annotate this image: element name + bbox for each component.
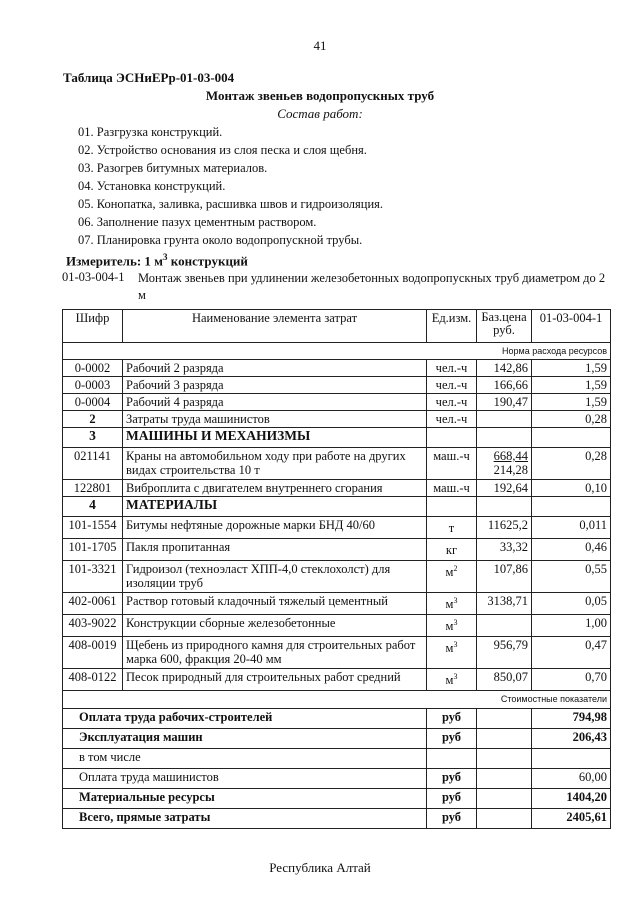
row-unit: чел.-ч	[427, 394, 477, 411]
price-value-secondary: 214,28	[493, 463, 528, 477]
row-norm: 0,70	[532, 669, 611, 691]
meter-line	[66, 252, 248, 269]
row-name: Щебень из природного камня для строительных работ марка 600, фракция 20-40 мм	[123, 637, 427, 669]
summary-row	[63, 809, 611, 829]
row-unit: чел.-ч	[427, 377, 477, 394]
footer: Республика Алтай	[269, 860, 371, 875]
unit-text: т	[448, 521, 455, 536]
summary-row	[63, 789, 611, 809]
cost-caption: Стоимостные показатели	[63, 691, 611, 709]
row-norm: 1,59	[532, 360, 611, 377]
work-item: 01. Разгрузка конструкций.	[78, 125, 223, 139]
header-norm-code: 01-03-004-1	[532, 310, 611, 343]
row-code: 101-1554	[63, 517, 123, 539]
row-name: Гидроизол (техноэласт ХПП-4,0 стеклохолст) для изоляции труб	[123, 561, 427, 593]
empty-cell	[532, 428, 611, 448]
table-row	[63, 360, 611, 377]
unit-exponent: 3	[453, 596, 458, 605]
row-code: 402-0061	[63, 593, 123, 615]
item-description: Монтаж звеньев при удлинении железобетонных водопропускных труб диаметром до 2 м	[138, 271, 606, 302]
summary-value: 60,00	[532, 769, 611, 789]
row-norm: 0,47	[532, 637, 611, 669]
table-row	[63, 637, 611, 669]
row-unit	[427, 593, 477, 615]
table-row	[63, 539, 611, 561]
cost-caption-row	[63, 691, 611, 709]
empty-cell	[477, 709, 532, 729]
summary-name: Оплата труда машинистов	[63, 769, 427, 789]
meter-prefix: Измеритель: 1 м	[66, 253, 164, 269]
row-price: 956,79	[477, 637, 532, 669]
row-norm: 0,28	[532, 448, 611, 480]
summary-name: в том числе	[63, 749, 427, 769]
table-row	[63, 448, 611, 480]
row-price: 107,86	[477, 561, 532, 593]
table-row	[63, 480, 611, 497]
summary-unit: руб	[427, 769, 477, 789]
section-row	[63, 497, 611, 517]
norm-caption: Норма расхода ресурсов	[63, 343, 611, 360]
table-title: Таблица ЭСНиЕРр-01-03-004	[63, 70, 235, 85]
row-price: 142,86	[477, 360, 532, 377]
row-name: Битумы нефтяные дорожные марки БНД 40/60	[123, 517, 427, 539]
header-price: Баз.цена руб.	[477, 310, 532, 343]
row-unit	[427, 669, 477, 691]
resource-table	[62, 309, 611, 829]
empty-cell	[477, 428, 532, 448]
row-unit: маш.-ч	[427, 480, 477, 497]
row-norm: 0,28	[532, 411, 611, 428]
row-norm: 0,10	[532, 480, 611, 497]
item-code: 01-03-004-1	[62, 270, 125, 284]
work-item: 04. Установка конструкций.	[78, 179, 226, 193]
row-unit: чел.-ч	[427, 360, 477, 377]
row-norm: 0,46	[532, 539, 611, 561]
header-code: Шифр	[63, 310, 123, 343]
row-code: 101-3321	[63, 561, 123, 593]
composition-title: Состав работ:	[277, 106, 363, 121]
header-row	[63, 310, 611, 343]
row-norm: 0,55	[532, 561, 611, 593]
row-name: Виброплита с двигателем внутреннего сгорания	[123, 480, 427, 497]
summary-unit: руб	[427, 709, 477, 729]
meter-sup: 3	[163, 252, 168, 262]
row-price: 3138,71	[477, 593, 532, 615]
row-norm: 1,00	[532, 615, 611, 637]
row-unit: чел.-ч	[427, 411, 477, 428]
empty-cell	[477, 497, 532, 517]
norm-caption-row	[63, 343, 611, 360]
table-body	[63, 310, 611, 829]
summary-name: Материальные ресурсы	[63, 789, 427, 809]
unit-exponent: 3	[453, 640, 458, 649]
row-name: Раствор готовый кладочный тяжелый цементный	[123, 593, 427, 615]
summary-row	[63, 749, 611, 769]
row-norm: 1,59	[532, 394, 611, 411]
empty-cell	[427, 497, 477, 517]
table-row	[63, 561, 611, 593]
unit-text: м	[445, 641, 454, 656]
row-price	[477, 448, 532, 480]
table-row	[63, 377, 611, 394]
work-item: 05. Конопатка, заливка, расшивка швов и гидроизоляция.	[78, 197, 384, 211]
row-unit	[427, 517, 477, 539]
summary-row	[63, 709, 611, 729]
unit-text: м	[445, 619, 454, 634]
row-norm: 0,05	[532, 593, 611, 615]
row-name: Рабочий 4 разряда	[123, 394, 427, 411]
work-item: 03. Разогрев битумных материалов.	[78, 161, 268, 175]
table-row	[63, 615, 611, 637]
section-row	[63, 428, 611, 448]
summary-name: Всего, прямые затраты	[63, 809, 427, 829]
summary-value	[532, 749, 611, 769]
row-unit	[427, 637, 477, 669]
row-name: Конструкции сборные железобетонные	[123, 615, 427, 637]
table-row	[63, 517, 611, 539]
empty-cell	[477, 729, 532, 749]
row-code: 101-1705	[63, 539, 123, 561]
summary-value: 1404,20	[532, 789, 611, 809]
row-unit	[427, 561, 477, 593]
row-code: 021141	[63, 448, 123, 480]
summary-unit: руб	[427, 789, 477, 809]
meter-suffix: конструкций	[167, 253, 248, 269]
unit-text: м	[445, 597, 454, 612]
row-code: 0-0002	[63, 360, 123, 377]
summary-value: 206,43	[532, 729, 611, 749]
section-code: 3	[63, 428, 123, 448]
row-unit: маш.-ч	[427, 448, 477, 480]
unit-text: кг	[445, 543, 458, 558]
row-name: Краны на автомобильном ходу при работе на других видах строительства 10 т	[123, 448, 427, 480]
row-price: 11625,2	[477, 517, 532, 539]
summary-value: 794,98	[532, 709, 611, 729]
table-row	[63, 669, 611, 691]
section-name: МАШИНЫ И МЕХАНИЗМЫ	[123, 428, 427, 448]
summary-row	[63, 769, 611, 789]
unit-exponent: 3	[453, 618, 458, 627]
work-item: 02. Устройство основания из слоя песка и слоя щебня.	[78, 143, 367, 157]
row-code: 408-0019	[63, 637, 123, 669]
row-price: 850,07	[477, 669, 532, 691]
row-norm: 1,59	[532, 377, 611, 394]
header-unit: Ед.изм.	[427, 310, 477, 343]
row-code: 403-9022	[63, 615, 123, 637]
price-value: 668,44	[493, 449, 528, 463]
row-price	[477, 411, 532, 428]
summary-unit	[427, 749, 477, 769]
price-value: 192,64	[493, 481, 528, 495]
row-price	[477, 480, 532, 497]
unit-exponent: 3	[453, 672, 458, 681]
table-row	[63, 411, 611, 428]
summary-name: Эксплуатация машин	[63, 729, 427, 749]
empty-cell	[477, 769, 532, 789]
row-name: Пакля пропитанная	[123, 539, 427, 561]
work-item: 07. Планировка грунта около водопропускной трубы.	[78, 233, 363, 247]
empty-cell	[532, 497, 611, 517]
summary-row	[63, 729, 611, 749]
row-code: 122801	[63, 480, 123, 497]
row-unit	[427, 615, 477, 637]
table-row	[63, 394, 611, 411]
row-code: 2	[63, 411, 123, 428]
empty-cell	[477, 749, 532, 769]
unit-exponent: 2	[453, 564, 458, 573]
section-name: МАТЕРИАЛЫ	[123, 497, 427, 517]
section-code: 4	[63, 497, 123, 517]
row-code: 0-0004	[63, 394, 123, 411]
unit-text: м	[445, 565, 454, 580]
section-heading: Монтаж звеньев водопропускных труб	[205, 88, 435, 103]
row-unit	[427, 539, 477, 561]
row-price: 166,66	[477, 377, 532, 394]
table-row	[63, 593, 611, 615]
row-norm: 0,011	[532, 517, 611, 539]
summary-unit: руб	[427, 809, 477, 829]
row-name: Песок природный для строительных работ средний	[123, 669, 427, 691]
empty-cell	[477, 789, 532, 809]
row-code: 0-0003	[63, 377, 123, 394]
empty-cell	[427, 428, 477, 448]
header-name: Наименование элемента затрат	[123, 310, 427, 343]
empty-cell	[477, 809, 532, 829]
summary-name: Оплата труда рабочих-строителей	[63, 709, 427, 729]
row-price: 33,32	[477, 539, 532, 561]
summary-value: 2405,61	[532, 809, 611, 829]
row-price	[477, 615, 532, 637]
unit-text: м	[445, 673, 454, 688]
row-name: Рабочий 3 разряда	[123, 377, 427, 394]
page-number: 41	[313, 38, 327, 53]
row-name: Рабочий 2 разряда	[123, 360, 427, 377]
work-item: 06. Заполнение пазух цементным раствором.	[78, 215, 317, 229]
row-code: 408-0122	[63, 669, 123, 691]
row-price: 190,47	[477, 394, 532, 411]
summary-unit: руб	[427, 729, 477, 749]
row-name: Затраты труда машинистов	[123, 411, 427, 428]
